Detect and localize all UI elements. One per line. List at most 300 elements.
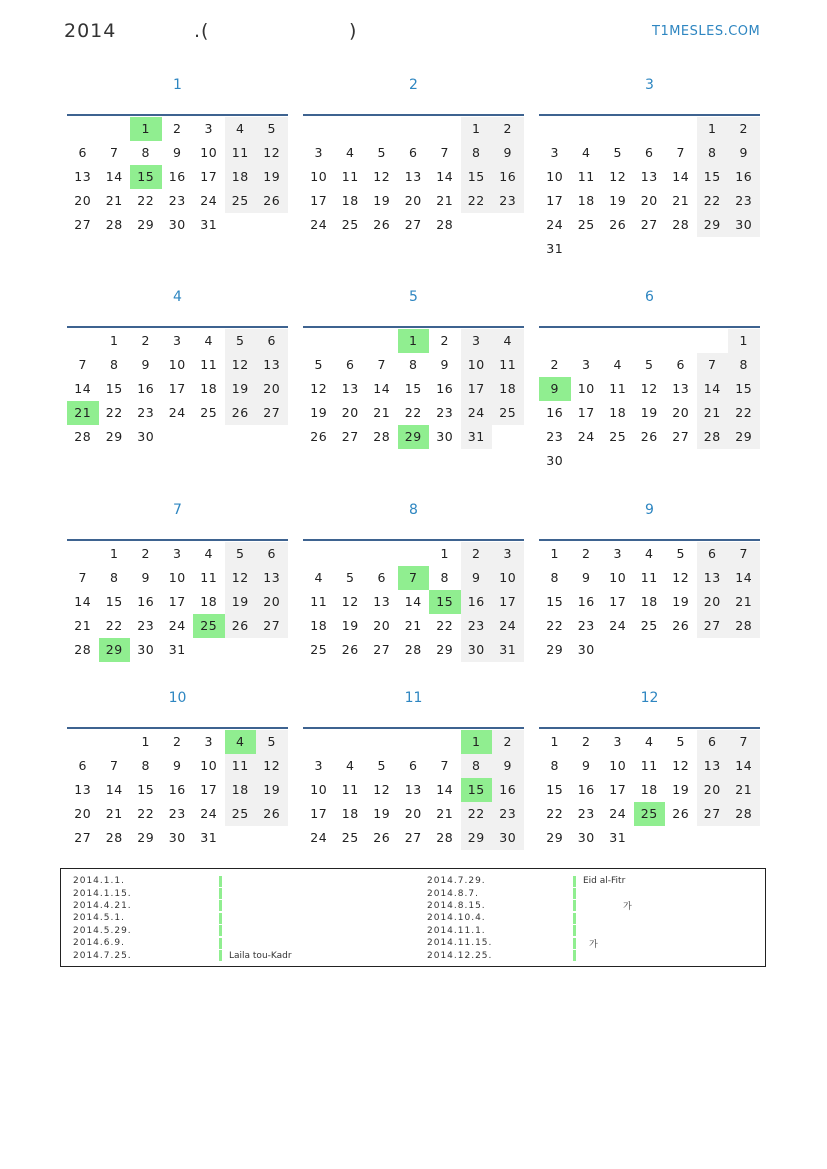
empty-cell (99, 730, 131, 754)
day-cell: 10 (168, 357, 186, 372)
day-cell: 26 (373, 830, 391, 845)
day-cell: 24 (200, 193, 218, 208)
day-cell: 8 (550, 758, 559, 773)
day-cell: 19 (341, 618, 359, 633)
day-cell: 9 (440, 357, 449, 372)
day-cell: 28 (74, 642, 92, 657)
holiday-marker (219, 876, 222, 887)
holiday-date: 2014.1.1. (73, 876, 125, 887)
day-cell: 6 (409, 758, 418, 773)
day-cell: 26 (256, 802, 288, 826)
empty-cell (429, 730, 461, 754)
day-cell: 2 (461, 542, 493, 566)
day-cell: 30 (728, 213, 760, 237)
day-cell: 28 (373, 429, 391, 444)
empty-cell (335, 329, 367, 353)
day-grid (303, 117, 524, 237)
day-cell: 27 (256, 614, 288, 638)
day-cell: 3 (204, 734, 213, 749)
day-cell: 20 (74, 806, 92, 821)
day-cell: 22 (436, 618, 454, 633)
month-divider (303, 727, 524, 729)
legend-row (427, 912, 632, 924)
day-cell: 3 (173, 333, 182, 348)
holiday-marker (219, 925, 222, 936)
day-cell: 29 (728, 425, 760, 449)
day-cell: 17 (168, 594, 186, 609)
day-cell: 5 (314, 357, 323, 372)
day-cell: 28 (672, 217, 690, 232)
holiday-date: 2014.11.1. (427, 925, 486, 936)
day-cell: 29 (461, 826, 493, 850)
empty-cell (665, 329, 697, 353)
day-cell: 9 (141, 357, 150, 372)
day-cell: 14 (697, 377, 729, 401)
day-cell: 27 (256, 401, 288, 425)
day-cell: 15 (105, 594, 123, 609)
day-cell: 19 (373, 806, 391, 821)
month-calendar (539, 282, 760, 473)
day-cell: 29 (137, 217, 155, 232)
day-cell: 13 (697, 566, 729, 590)
empty-cell (571, 117, 603, 141)
day-cell: 30 (168, 217, 186, 232)
empty-cell (398, 117, 430, 141)
day-cell: 22 (137, 806, 155, 821)
legend-row (73, 912, 292, 924)
holiday-legend (60, 868, 766, 967)
day-cell: 4 (582, 145, 591, 160)
day-cell: 9 (728, 141, 760, 165)
day-cell: 23 (546, 429, 564, 444)
day-cell: 6 (377, 570, 386, 585)
day-cell: 21 (728, 778, 760, 802)
day-cell: 6 (409, 145, 418, 160)
legend-row (73, 949, 292, 961)
day-cell: 18 (225, 165, 257, 189)
day-cell: 22 (461, 802, 493, 826)
day-cell: 3 (613, 734, 622, 749)
day-cell: 15 (697, 165, 729, 189)
day-cell: 27 (672, 429, 690, 444)
day-cell: 6 (697, 730, 729, 754)
day-grid (67, 329, 288, 449)
day-cell: 9 (492, 141, 524, 165)
day-grid (539, 730, 760, 850)
day-cell: 31 (200, 830, 218, 845)
month-calendar (539, 495, 760, 662)
empty-cell (634, 117, 666, 141)
day-cell: 8 (461, 754, 493, 778)
day-cell: 31 (609, 830, 627, 845)
holiday-marker (573, 888, 576, 899)
day-cell: 24 (577, 429, 595, 444)
holiday-day-cell: 1 (461, 730, 493, 754)
month-divider (303, 326, 524, 328)
holiday-marker (219, 900, 222, 911)
holiday-date: 2014.8.7. (427, 888, 479, 899)
day-cell: 9 (582, 758, 591, 773)
day-cell: 12 (225, 353, 257, 377)
legend-row (427, 900, 632, 912)
day-cell: 24 (168, 618, 186, 633)
day-cell: 14 (436, 782, 454, 797)
day-cell: 19 (225, 590, 257, 614)
month-divider (539, 326, 760, 328)
day-cell: 18 (341, 193, 359, 208)
empty-cell (366, 117, 398, 141)
day-cell: 18 (577, 193, 595, 208)
empty-cell (303, 542, 335, 566)
day-cell: 4 (314, 570, 323, 585)
day-cell: 5 (346, 570, 355, 585)
day-cell: 20 (697, 778, 729, 802)
day-cell: 11 (640, 570, 658, 585)
day-cell: 13 (74, 169, 92, 184)
day-cell: 21 (697, 401, 729, 425)
day-cell: 6 (676, 357, 685, 372)
day-cell: 17 (200, 169, 218, 184)
empty-cell (571, 329, 603, 353)
holiday-date: 2014.10.4. (427, 913, 486, 924)
empty-cell (366, 329, 398, 353)
holiday-date: 2014.1.15. (73, 888, 132, 899)
holiday-date: 2014.4.21. (73, 900, 132, 911)
holiday-day-cell: 4 (225, 730, 257, 754)
month-name: 4 (173, 289, 182, 305)
day-cell: 2 (728, 117, 760, 141)
day-cell: 5 (676, 546, 685, 561)
day-cell: 8 (550, 570, 559, 585)
month-name: 10 (168, 690, 187, 706)
day-cell: 29 (546, 830, 564, 845)
day-cell: 11 (341, 782, 359, 797)
month-calendar (303, 70, 524, 237)
day-cell: 10 (492, 566, 524, 590)
month-name: 2 (409, 77, 418, 93)
holiday-day-cell: 25 (193, 614, 225, 638)
day-cell: 23 (461, 614, 493, 638)
holiday-marker (573, 925, 576, 936)
day-cell: 14 (105, 169, 123, 184)
day-cell: 22 (546, 618, 564, 633)
month-calendar (303, 282, 524, 449)
day-cell: 27 (404, 830, 422, 845)
day-cell: 26 (225, 401, 257, 425)
empty-cell (398, 542, 430, 566)
day-cell: 10 (310, 782, 328, 797)
day-cell: 12 (310, 381, 328, 396)
day-cell: 23 (577, 618, 595, 633)
day-cell: 24 (609, 618, 627, 633)
day-cell: 16 (546, 405, 564, 420)
holiday-marker (573, 876, 576, 887)
day-cell: 28 (105, 217, 123, 232)
day-cell: 30 (577, 830, 595, 845)
month-calendar (303, 683, 524, 850)
day-cell: 5 (225, 329, 257, 353)
day-cell: 19 (225, 377, 257, 401)
day-cell: 31 (168, 642, 186, 657)
month-calendar (303, 495, 524, 662)
day-cell: 3 (314, 145, 323, 160)
empty-cell (398, 730, 430, 754)
day-cell: 20 (256, 377, 288, 401)
day-cell: 10 (200, 145, 218, 160)
day-cell: 6 (256, 329, 288, 353)
day-cell: 13 (404, 782, 422, 797)
day-cell: 2 (492, 730, 524, 754)
legend-column-right (427, 875, 632, 962)
title-year: 2014 (64, 20, 117, 42)
legend-row (73, 900, 292, 912)
day-cell: 18 (200, 381, 218, 396)
holiday-date: 2014.6.9. (73, 938, 125, 949)
day-grid (67, 117, 288, 237)
day-grid (67, 542, 288, 662)
day-cell: 3 (492, 542, 524, 566)
holiday-date: 2014.5.1. (73, 913, 125, 924)
day-cell: 11 (609, 381, 627, 396)
day-cell: 20 (341, 405, 359, 420)
day-cell: 22 (404, 405, 422, 420)
holiday-date: 2014.12.25. (427, 950, 493, 961)
empty-cell (303, 329, 335, 353)
day-cell: 9 (173, 145, 182, 160)
holiday-date: 2014.7.29. (427, 876, 486, 887)
day-cell: 15 (546, 594, 564, 609)
legend-row (73, 875, 292, 887)
day-cell: 26 (256, 189, 288, 213)
day-cell: 26 (373, 217, 391, 232)
day-cell: 26 (225, 614, 257, 638)
day-cell: 28 (697, 425, 729, 449)
day-cell: 5 (225, 542, 257, 566)
day-cell: 3 (173, 546, 182, 561)
holiday-date: 2014.7.25. (73, 950, 132, 961)
day-cell: 7 (377, 357, 386, 372)
day-cell: 28 (728, 802, 760, 826)
day-cell: 18 (341, 806, 359, 821)
day-cell: 9 (141, 570, 150, 585)
day-cell: 1 (110, 546, 119, 561)
day-cell: 4 (645, 546, 654, 561)
day-cell: 29 (105, 429, 123, 444)
day-cell: 28 (436, 830, 454, 845)
empty-cell (303, 117, 335, 141)
day-cell: 27 (373, 642, 391, 657)
day-cell: 25 (341, 217, 359, 232)
day-cell: 4 (204, 333, 213, 348)
day-cell: 12 (640, 381, 658, 396)
day-cell: 10 (168, 570, 186, 585)
holiday-day-cell: 1 (130, 117, 162, 141)
day-cell: 2 (582, 546, 591, 561)
day-cell: 24 (310, 830, 328, 845)
legend-row (427, 875, 632, 887)
day-cell: 20 (256, 590, 288, 614)
day-cell: 20 (697, 590, 729, 614)
holiday-day-cell: 29 (398, 425, 430, 449)
day-cell: 21 (404, 618, 422, 633)
day-cell: 21 (105, 193, 123, 208)
empty-cell (67, 329, 99, 353)
day-cell: 27 (697, 614, 729, 638)
day-cell: 18 (225, 778, 257, 802)
day-cell: 15 (105, 381, 123, 396)
day-cell: 2 (141, 546, 150, 561)
day-cell: 16 (168, 782, 186, 797)
day-cell: 17 (546, 193, 564, 208)
day-cell: 10 (546, 169, 564, 184)
day-cell: 16 (577, 782, 595, 797)
day-cell: 22 (546, 806, 564, 821)
legend-row (427, 949, 632, 961)
day-cell: 18 (640, 782, 658, 797)
day-cell: 23 (168, 193, 186, 208)
day-cell: 25 (341, 830, 359, 845)
day-cell: 29 (436, 642, 454, 657)
empty-cell (366, 542, 398, 566)
day-cell: 7 (78, 357, 87, 372)
day-cell: 13 (373, 594, 391, 609)
day-grid (539, 329, 760, 473)
day-cell: 2 (173, 121, 182, 136)
day-cell: 25 (225, 189, 257, 213)
day-cell: 24 (310, 217, 328, 232)
day-cell: 14 (74, 594, 92, 609)
day-cell: 25 (225, 802, 257, 826)
month-divider (67, 326, 288, 328)
day-cell: 2 (173, 734, 182, 749)
day-cell: 12 (672, 758, 690, 773)
day-cell: 10 (577, 381, 595, 396)
day-cell: 31 (492, 638, 524, 662)
day-cell: 13 (341, 381, 359, 396)
day-cell: 5 (613, 145, 622, 160)
day-cell: 10 (609, 758, 627, 773)
day-cell: 21 (672, 193, 690, 208)
day-cell: 4 (645, 734, 654, 749)
day-cell: 9 (461, 566, 493, 590)
day-cell: 23 (492, 189, 524, 213)
day-grid (303, 730, 524, 850)
day-cell: 14 (74, 381, 92, 396)
day-cell: 29 (137, 830, 155, 845)
day-cell: 30 (168, 830, 186, 845)
month-calendar (67, 70, 288, 237)
day-cell: 1 (110, 333, 119, 348)
month-name: 6 (645, 289, 654, 305)
day-cell: 1 (141, 734, 150, 749)
day-cell: 1 (728, 329, 760, 353)
empty-cell (67, 117, 99, 141)
empty-cell (99, 117, 131, 141)
day-cell: 20 (74, 193, 92, 208)
day-cell: 4 (346, 758, 355, 773)
month-divider (539, 114, 760, 116)
day-cell: 13 (256, 566, 288, 590)
day-cell: 11 (200, 570, 218, 585)
day-cell: 22 (105, 405, 123, 420)
month-calendar (67, 282, 288, 449)
day-cell: 15 (461, 165, 493, 189)
day-cell: 20 (404, 193, 422, 208)
day-cell: 23 (728, 189, 760, 213)
day-cell: 4 (613, 357, 622, 372)
day-cell: 21 (74, 618, 92, 633)
day-cell: 22 (461, 189, 493, 213)
day-cell: 20 (672, 405, 690, 420)
empty-cell (665, 117, 697, 141)
day-cell: 7 (110, 758, 119, 773)
day-cell: 10 (609, 570, 627, 585)
day-cell: 11 (492, 353, 524, 377)
day-cell: 28 (105, 830, 123, 845)
day-cell: 5 (377, 758, 386, 773)
day-cell: 24 (168, 405, 186, 420)
day-cell: 9 (173, 758, 182, 773)
day-cell: 31 (461, 425, 493, 449)
day-cell: 11 (225, 754, 257, 778)
day-cell: 3 (204, 121, 213, 136)
day-cell: 13 (74, 782, 92, 797)
day-cell: 7 (110, 145, 119, 160)
day-cell: 26 (609, 217, 627, 232)
day-cell: 10 (310, 169, 328, 184)
day-cell: 15 (137, 782, 155, 797)
day-cell: 28 (728, 614, 760, 638)
day-cell: 11 (310, 594, 328, 609)
title-punct-close: ) (349, 20, 358, 42)
holiday-marker (219, 938, 222, 949)
page-title (64, 20, 357, 42)
day-cell: 11 (200, 357, 218, 372)
day-cell: 19 (640, 405, 658, 420)
holiday-date: 2014.11.15. (427, 938, 493, 949)
day-cell: 21 (436, 806, 454, 821)
day-cell: 18 (640, 594, 658, 609)
day-cell: 4 (492, 329, 524, 353)
day-cell: 25 (609, 429, 627, 444)
month-calendar (539, 70, 760, 261)
day-cell: 18 (310, 618, 328, 633)
day-cell: 23 (137, 405, 155, 420)
empty-cell (429, 117, 461, 141)
day-cell: 19 (672, 594, 690, 609)
day-cell: 18 (200, 594, 218, 609)
day-cell: 3 (613, 546, 622, 561)
brand-logo[interactable]: T1MESLES.COM (652, 24, 761, 39)
day-cell: 11 (640, 758, 658, 773)
day-cell: 19 (672, 782, 690, 797)
day-cell: 7 (440, 145, 449, 160)
month-name: 1 (173, 77, 182, 93)
day-cell: 5 (377, 145, 386, 160)
day-grid (539, 542, 760, 662)
day-cell: 14 (373, 381, 391, 396)
day-cell: 24 (461, 401, 493, 425)
month-name: 5 (409, 289, 418, 305)
holiday-name: 가 (589, 939, 598, 950)
day-cell: 4 (225, 117, 257, 141)
day-cell: 26 (341, 642, 359, 657)
day-cell: 20 (404, 806, 422, 821)
day-cell: 17 (310, 806, 328, 821)
day-grid (303, 329, 524, 449)
holiday-day-cell: 21 (67, 401, 99, 425)
day-cell: 25 (492, 401, 524, 425)
